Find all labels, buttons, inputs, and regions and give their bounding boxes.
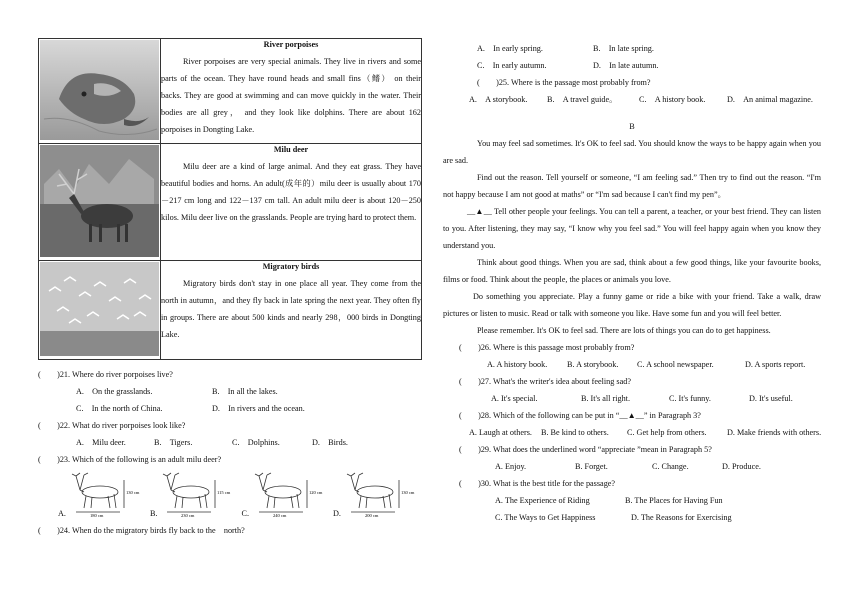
option-letter: D. [333,509,341,518]
question-25-options [443,91,821,108]
option-d[interactable]: D. Birds. [312,438,348,447]
question-27-options [443,390,821,407]
passage-paragraph: Please remember. It's OK to feel sad. There are lots of things you can do to get happiness. [477,326,771,335]
length-label: 230 cm [181,513,195,518]
question-23-options [58,472,422,518]
option-d[interactable]: D. In late autumn. [593,61,659,70]
question-22: ( )22. What do river porpoises look like? [38,421,186,430]
passage-paragraph: Think about good things. When you are sad, think about a few good things, like your favourite books, films or food. Think about the people, the places or animals you love. [443,258,821,284]
porpoise-icon [39,39,160,141]
deer-option-c[interactable] [241,472,321,518]
question-22-options [38,434,422,451]
height-label: 130 cm [125,490,140,495]
option-a[interactable]: A. A storybook. [469,95,528,104]
option-c[interactable]: C. A history book. [639,95,706,104]
milu-text-cell [161,144,422,261]
passage-paragraph: __▲__ Tell other people your feelings. You can tell a parent, a teacher, or your best friend. They can listen to you. After listening, they may say, “I know why you feel sad.” You will feel happy again when you know they understand you. [443,207,821,250]
option-b[interactable]: B. Tigers. [154,438,193,447]
option-a[interactable]: A. It's special. [491,394,538,403]
porpoise-row [39,39,422,144]
passage-paragraph: You may feel sad sometimes. It's OK to feel sad. You should know the ways to be happy again when you are sad. [443,139,821,165]
question-21: ( )21. Where do river porpoises live? [38,370,173,379]
deer-option-b[interactable] [150,472,230,518]
option-a[interactable]: A. The Experience of Riding [495,496,590,505]
section-title: Milu deer [273,145,309,154]
option-a[interactable]: A. Enjoy. [495,462,527,471]
section-text: Migratory birds don't stay in one place all year. They come from the north in autumn，and they fly back in late spring the next year. They often fly in groups. There are about 500 kinds and nearly 298，000 birds in Dongting Lake. [161,279,421,339]
option-b[interactable]: B. Be kind to others. [541,428,609,437]
option-b[interactable]: B. A travel guide。 [547,95,618,104]
deer-icon [39,144,160,258]
question-26: ( )26. Where is this passage most probably from? [459,343,635,352]
question-24: ( )24. When do the migratory birds fly back to the north? [38,526,245,535]
passage-paragraph: Do something you appreciate. Play a funny game or ride a bike with your friend. Take a walk, draw pictures or listen to music. Read or talk with someone you like. Have some fun and you will feel better. [443,292,821,318]
option-a[interactable]: A. In early spring. [477,44,543,53]
option-b[interactable]: B. It's all right. [581,394,631,403]
option-d[interactable]: D. Make friends with others. [727,428,822,437]
question-30: ( )30. What is the best title for the passage? [459,479,616,488]
section-title: Migratory birds [262,262,320,271]
option-d[interactable]: D. Produce. [722,462,761,471]
option-c[interactable]: C. It's funny. [669,394,711,403]
question-24-options [443,40,821,57]
birds-icon [39,261,160,357]
porpoise-text-cell [161,39,422,144]
deer-diagram-icon [157,472,229,518]
option-c[interactable]: C. Dolphins. [232,438,280,447]
option-b[interactable]: B. In all the lakes. [212,387,278,396]
option-c[interactable]: C. Get help from others. [627,428,707,437]
question-28-options [443,424,821,441]
question-26-options [443,356,821,373]
option-a[interactable]: A. Laugh at others. [469,428,532,437]
deer-option-a[interactable] [58,472,138,518]
option-b[interactable]: B. A storybook. [567,360,619,369]
passage-paragraph: Find out the reason. Tell yourself or someone, “I am feeling sad.” Then try to find out the reason. “I'm not happy because I am not good at maths” or “I'm sad because I can't find my pen”。 [443,173,821,199]
question-23: ( )23. Which of the following is an adult milu deer? [38,455,222,464]
question-25: ( )25. Where is the passage most probably from? [477,78,651,87]
option-a[interactable]: A. On the grasslands. [76,387,153,396]
option-letter: C. [241,509,249,518]
option-a[interactable]: A. Milu deer. [76,438,126,447]
option-b[interactable]: B. Forget. [575,462,608,471]
question-24-options-2 [443,57,821,74]
deer-diagram-icon [66,472,138,518]
right-column [443,40,821,526]
deer-option-d[interactable] [333,472,413,518]
milu-row [39,144,422,261]
left-column [38,38,422,539]
height-label: 115 cm [217,490,231,495]
part-b-label: B [629,122,635,131]
migratory-birds-image [39,261,161,360]
option-letter: A. [58,509,66,518]
length-label: 200 cm [364,513,379,518]
option-d[interactable]: D. An animal magazine. [727,95,813,104]
question-21-options-2 [38,400,422,417]
question-21-options [38,383,422,400]
question-30-options [443,492,821,509]
option-c[interactable]: C. In the north of China. [76,404,163,413]
option-c[interactable]: C. Change. [652,462,689,471]
option-b[interactable]: B. The Places for Having Fun [625,496,723,505]
option-d[interactable]: D. The Reasons for Exercising [631,513,732,522]
question-29: ( )29. What does the underlined word “appreciate ”mean in Paragraph 5? [459,445,712,454]
question-30-options-2 [443,509,821,526]
birds-row [39,261,422,360]
question-29-options [443,458,821,475]
section-text: River porpoises are very special animals. They live in rivers and some parts of the ocean. They have round heads and small fins（鳍） on their backs. They are good at swimming and can move quickly in the water. Their bodies are all grey， and they look like dolphins. There are about 162 porpoises in Dongting Lake. [161,57,421,134]
section-text: Milu deer are a kind of large animal. And they eat grass. They have beautiful bodies and horns. An adult(成年的）milu deer is usually about 170－217 cm long and 122－137 cm tall. An adult milu deer is about 120－250 kilos. Milu deer live on the grasslands. People are trying hard to protect them. [161,162,421,222]
birds-text-cell [161,261,422,360]
option-a[interactable]: A. A history book. [487,360,548,369]
option-d[interactable]: D. A sports report. [745,360,806,369]
porpoise-image [39,39,161,144]
left-questions [38,366,422,539]
question-27: ( )27. What's the writer's idea about feeling sad? [459,377,631,386]
option-c[interactable]: C. In early autumn. [477,61,547,70]
height-label: 120 cm [309,490,323,495]
section-title: River porpoises [263,40,319,49]
height-label: 130 cm [400,490,415,495]
milu-deer-image [39,144,161,261]
info-table [38,38,422,360]
option-b[interactable]: B. In late spring. [593,44,654,53]
option-d[interactable]: D. In rivers and the ocean. [212,404,305,413]
deer-diagram-icon [249,472,321,518]
length-label: 180 cm [89,513,104,518]
option-letter: B. [149,509,158,518]
question-28: ( )28. Which of the following can be put in “__▲__” in Paragraph 3? [459,411,701,420]
option-c[interactable]: C. A school newspaper. [637,360,714,369]
option-d[interactable]: D. It's useful. [749,394,793,403]
deer-diagram-icon [341,472,413,518]
length-label: 240 cm [273,513,287,518]
option-c[interactable]: C. The Ways to Get Happiness [495,513,596,522]
